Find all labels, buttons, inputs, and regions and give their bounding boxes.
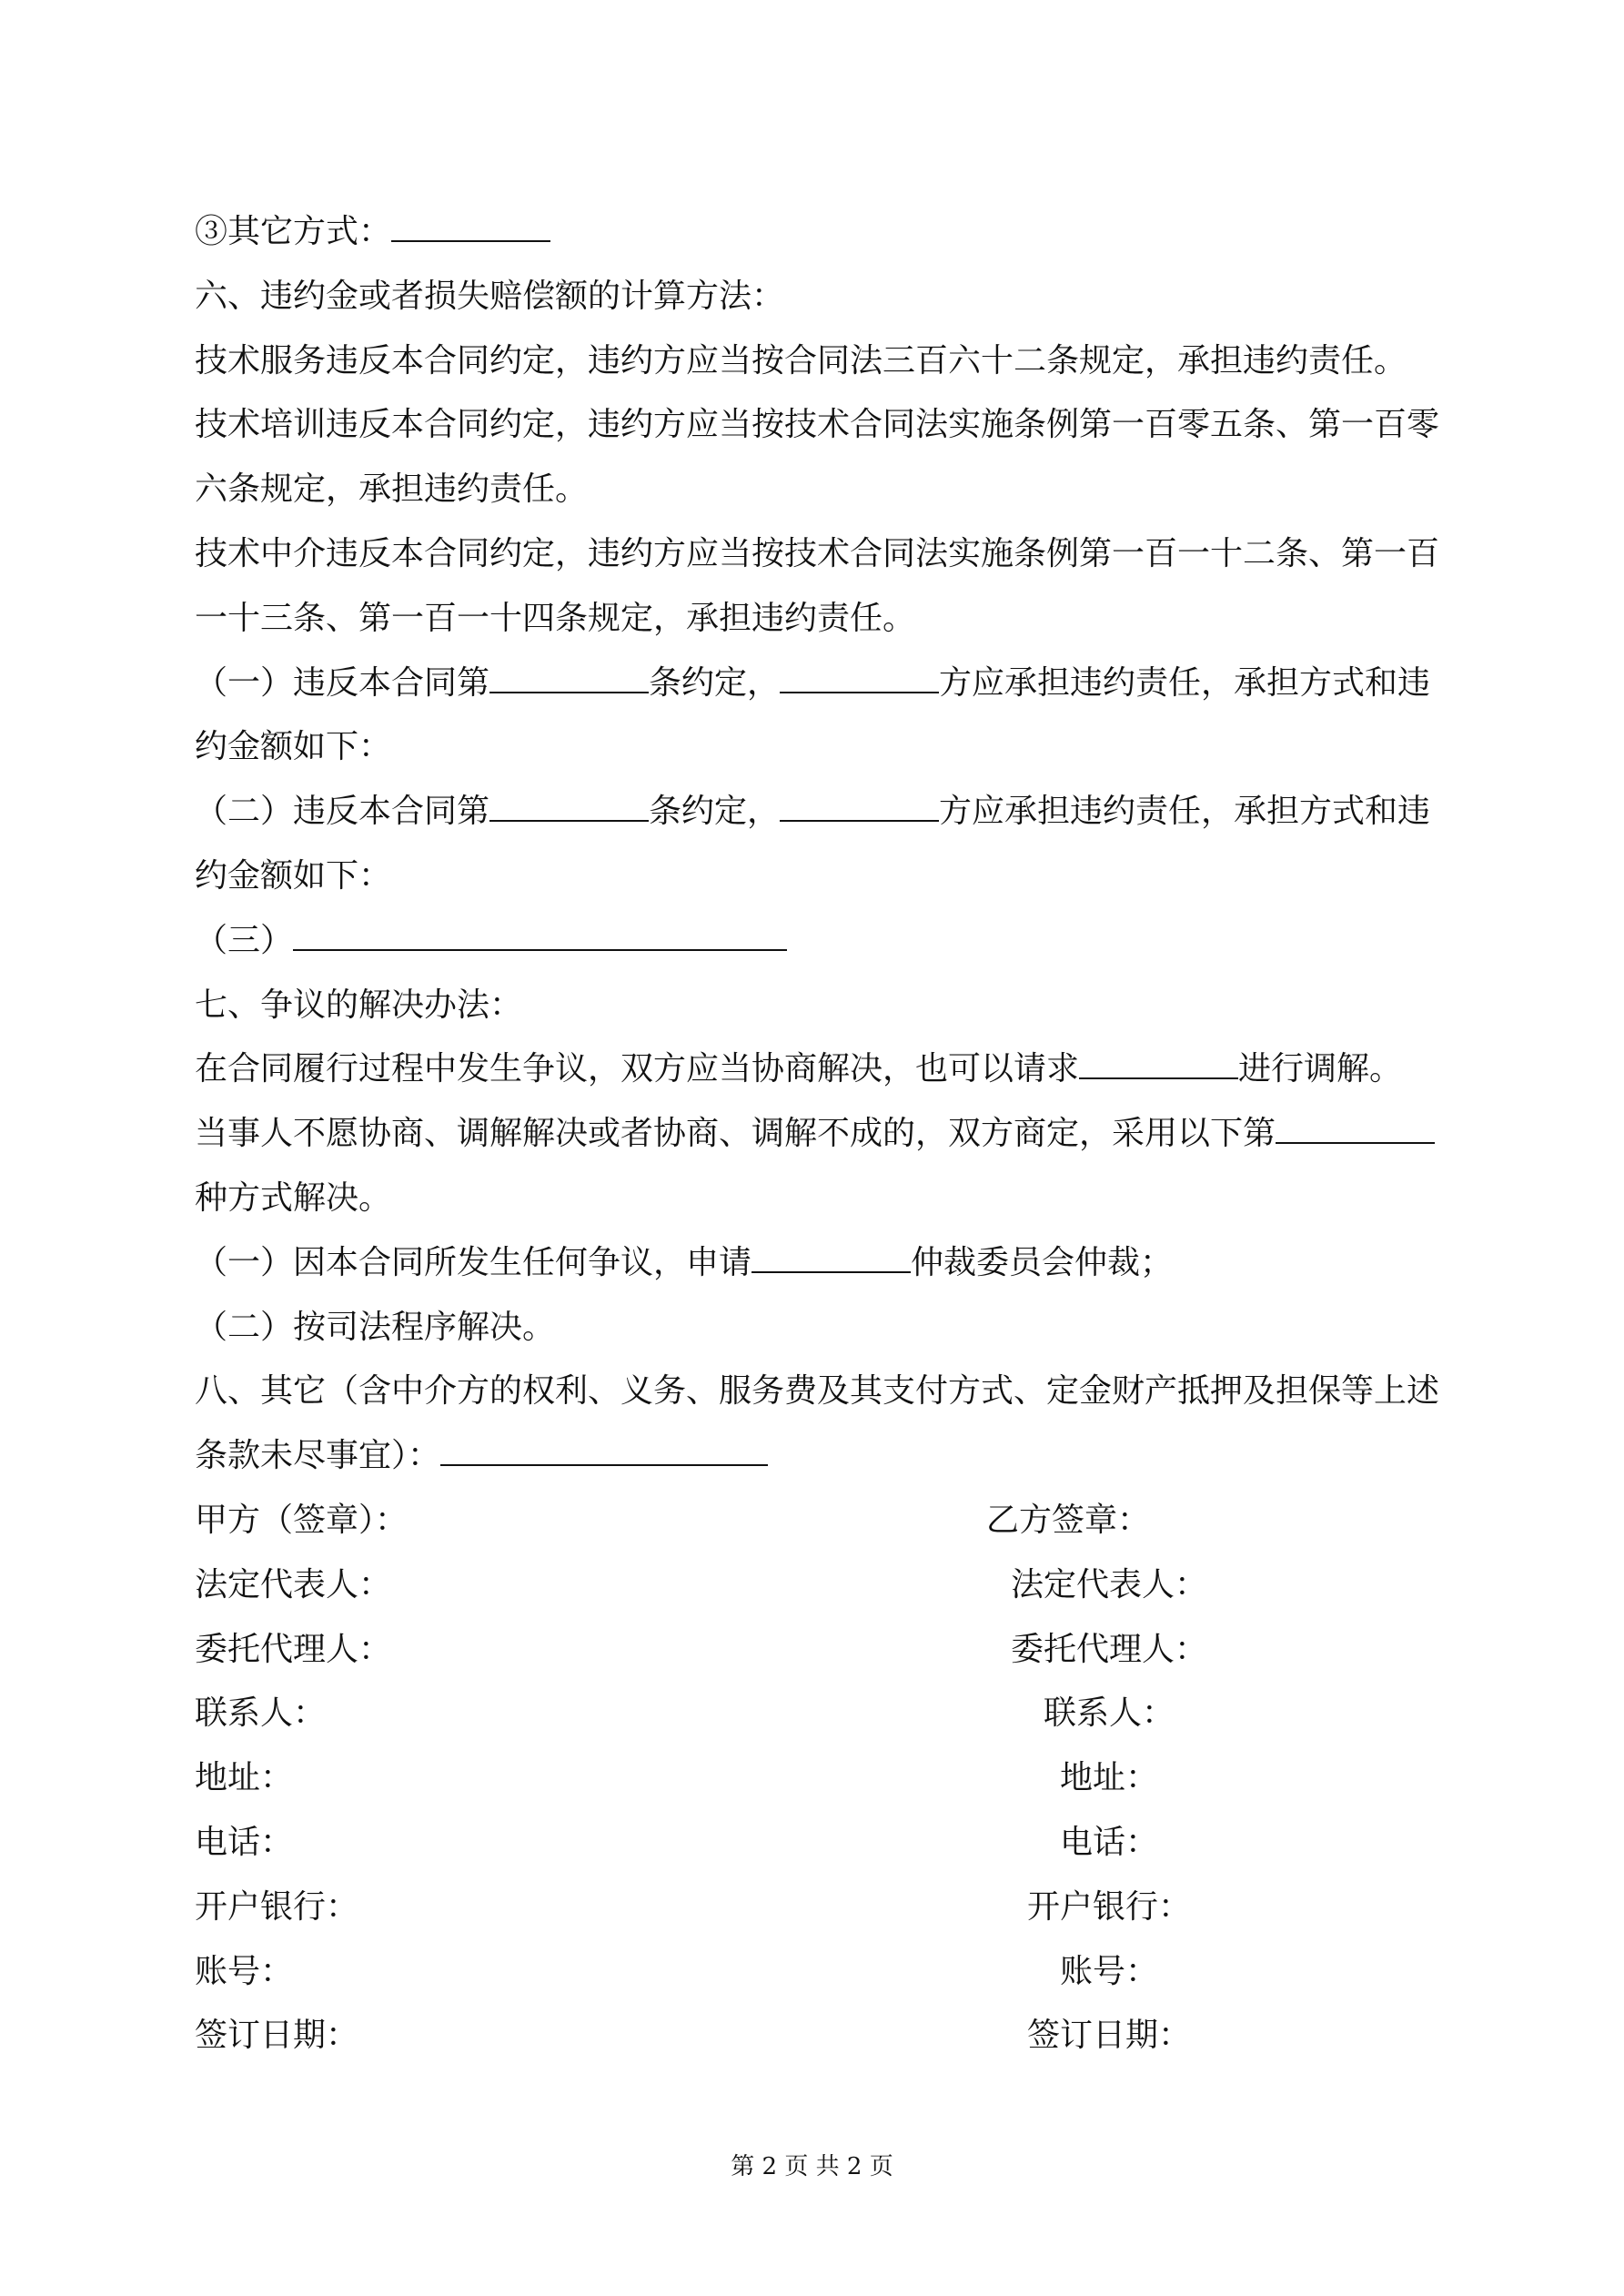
text-line: [195, 1553, 1468, 1618]
party-b-field-label: 账号：: [1059, 1952, 1159, 1990]
text-segment: 仲裁委员会仲裁；: [911, 1243, 1174, 1281]
text-segment: 方应承担违约责任，承担方式和违: [939, 663, 1431, 702]
fill-in-blank[interactable]: [391, 211, 550, 242]
party-b-field-label: 地址：: [1059, 1759, 1159, 1797]
fill-in-blank[interactable]: [1079, 1048, 1238, 1079]
text-segment: （三）: [195, 921, 294, 959]
party-b-field-label: 签订日期：: [1026, 2017, 1192, 2055]
text-line: [195, 1489, 1468, 1553]
text-segment: （二）按司法程序解决。: [195, 1308, 556, 1346]
text-line: [195, 1424, 1468, 1489]
text-segment: 六、违约金或者损失赔偿额的计算方法：: [195, 277, 785, 315]
fill-in-blank[interactable]: [1276, 1113, 1435, 1144]
text-line: [195, 522, 1468, 587]
text-segment: 当事人不愿协商、调解解决或者协商、调解不成的，双方商定，采用以下第: [195, 1115, 1276, 1153]
party-b-field-label: 电话：: [1059, 1824, 1159, 1861]
text-line: [195, 393, 1468, 458]
text-segment: 进行调解。: [1238, 1050, 1403, 1088]
text-segment: 一十三条、第一百一十四条规定，承担违约责任。: [195, 599, 916, 637]
text-segment: 七、争议的解决办法：: [195, 986, 523, 1024]
text-line: [195, 1296, 1468, 1360]
text-line: [195, 1231, 1468, 1296]
fill-in-blank[interactable]: [780, 663, 939, 693]
text-segment: 条约定，: [649, 793, 781, 831]
text-line: [195, 1940, 1468, 2005]
text-segment: 甲方（签章）：: [195, 1501, 409, 1539]
text-line: [195, 587, 1468, 652]
text-segment: 六条规定，承担违约责任。: [195, 470, 589, 509]
text-line: [195, 1037, 1468, 1102]
text-segment: 委托代理人：: [195, 1630, 392, 1668]
text-line: [195, 200, 1468, 265]
text-line: [195, 909, 1468, 974]
text-segment: 电话：: [195, 1823, 294, 1861]
text-segment: 方应承担违约责任，承担方式和违: [939, 793, 1431, 831]
party-b-field-label: 乙方签章：: [986, 1502, 1151, 1539]
text-segment: 技术培训违反本合同约定，违约方应当按技术合同法实施条例第一百零五条、第一百零: [195, 406, 1440, 444]
fill-in-blank[interactable]: [751, 1242, 911, 1273]
text-line: [195, 780, 1468, 845]
text-line: [195, 715, 1468, 780]
party-b-field-label: 联系人：: [1043, 1694, 1175, 1733]
text-segment: 技术服务违反本合同约定，违约方应当按合同法三百六十二条规定，承担违约责任。: [195, 341, 1407, 379]
fill-in-blank[interactable]: [780, 791, 939, 822]
text-line: [195, 974, 1468, 1038]
fill-in-blank[interactable]: [293, 920, 787, 951]
text-line: [195, 265, 1468, 329]
text-line: [195, 458, 1468, 522]
text-segment: （一）因本合同所发生任何争议，申请: [195, 1243, 752, 1281]
text-segment: 联系人：: [195, 1694, 327, 1733]
text-line: [195, 1102, 1468, 1167]
party-b-field-label: 委托代理人：: [1010, 1630, 1208, 1668]
text-line: [195, 1811, 1468, 1876]
text-segment: （二）违反本合同第: [195, 793, 490, 831]
text-line: [195, 1746, 1468, 1811]
text-line: [195, 1167, 1468, 1231]
text-line: [195, 1618, 1468, 1683]
text-segment: 开户银行：: [195, 1887, 359, 1926]
page-footer: 第 2 页 共 2 页: [731, 2153, 893, 2180]
text-segment: 账号：: [195, 1952, 294, 1990]
fill-in-blank[interactable]: [489, 791, 649, 822]
text-segment: 约金额如下：: [195, 856, 392, 895]
text-segment: 条约定，: [649, 663, 781, 702]
text-segment: 在合同履行过程中发生争议，双方应当协商解决，也可以请求: [195, 1050, 1080, 1088]
text-line: [195, 329, 1468, 394]
text-line: [195, 845, 1468, 909]
text-line: [195, 1682, 1468, 1746]
fill-in-blank[interactable]: [440, 1435, 768, 1466]
text-segment: 种方式解决。: [195, 1178, 392, 1217]
text-segment: 条款未尽事宜）：: [195, 1437, 441, 1475]
text-line: [195, 652, 1468, 716]
fill-in-blank[interactable]: [489, 663, 649, 693]
text-segment: （一）违反本合同第: [195, 663, 490, 702]
text-segment: 签订日期：: [195, 2017, 359, 2055]
text-line: [195, 1360, 1468, 1424]
text-line: [195, 1876, 1468, 1940]
party-b-field-label: 开户银行：: [1026, 1887, 1192, 1926]
text-segment: 八、其它（含中介方的权利、义务、服务费及其支付方式、定金财产抵押及担保等上述: [195, 1372, 1440, 1411]
text-segment: 法定代表人：: [195, 1565, 392, 1603]
text-segment: ③其它方式：: [195, 213, 392, 250]
text-segment: 技术中介违反本合同约定，违约方应当按技术合同法实施条例第一百一十二条、第一百: [195, 534, 1440, 572]
contract-body: [195, 200, 1468, 2068]
text-segment: 约金额如下：: [195, 728, 392, 766]
party-b-field-label: 法定代表人：: [1010, 1565, 1208, 1603]
text-line: [195, 2004, 1468, 2068]
text-segment: 地址：: [195, 1759, 294, 1797]
